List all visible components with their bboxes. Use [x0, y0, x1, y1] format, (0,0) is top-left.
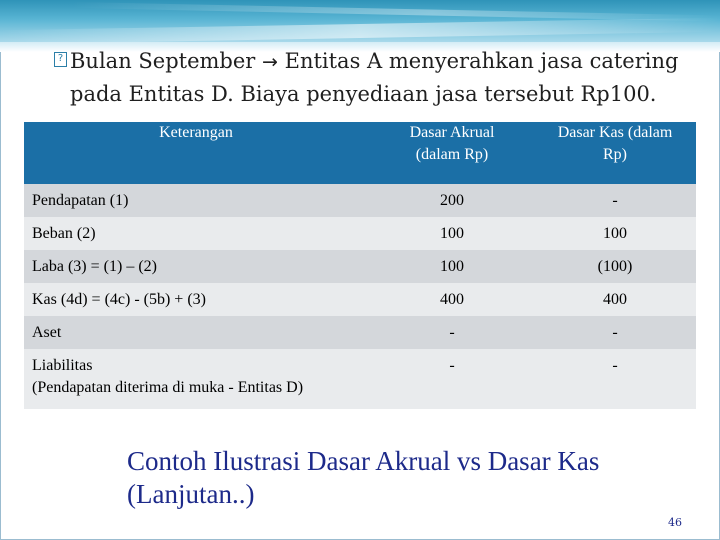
header-kas-line2: Rp)	[603, 146, 627, 163]
table-row	[24, 316, 696, 349]
row-label: Beban (2)	[24, 217, 370, 250]
bullet-text	[70, 45, 700, 110]
akrual-value: 400	[370, 283, 534, 316]
table-row	[24, 283, 696, 316]
table-row	[24, 250, 696, 283]
akrual-value: -	[370, 316, 534, 349]
row-label: Aset	[24, 316, 370, 349]
akrual-value: 100	[370, 217, 534, 250]
header-akrual	[370, 122, 534, 184]
header-kas-line1: Dasar Kas (dalam	[557, 124, 673, 141]
row-label: Pendapatan (1)	[24, 184, 370, 217]
arrow-right-icon: →	[262, 51, 278, 73]
kas-value: -	[534, 349, 696, 409]
bullet-icon: ?	[54, 52, 67, 67]
slide-caption: Contoh Ilustrasi Dasar Akrual vs Dasar Kas (Lanjutan..)	[127, 446, 600, 509]
akrual-value: 200	[370, 184, 534, 217]
decorative-top-band	[0, 0, 720, 42]
header-akrual-line2: (dalam Rp)	[415, 146, 489, 163]
decorative-wave	[0, 0, 720, 21]
header-kas	[534, 122, 696, 184]
bullet-text-part: Bulan September	[70, 49, 263, 73]
comparison-table	[24, 122, 696, 409]
row-label-line2: (Pendapatan diterima di muka - Entitas D)	[32, 379, 304, 396]
row-label: Laba (3) = (1) – (2)	[24, 250, 370, 283]
akrual-value: -	[370, 349, 534, 409]
table-header-row	[24, 122, 696, 184]
kas-value: 400	[534, 283, 696, 316]
decorative-wave	[0, 18, 720, 45]
bullet-text-line2: pada Entitas D. Biaya penyediaan jasa tersebut Rp100.	[70, 82, 657, 106]
row-label	[24, 349, 370, 409]
akrual-value: 100	[370, 250, 534, 283]
table-row	[24, 184, 696, 217]
header-keterangan	[24, 122, 370, 184]
kas-value: -	[534, 316, 696, 349]
row-label: Kas (4d) = (4c) - (5b) + (3)	[24, 283, 370, 316]
header-keterangan-label: Keterangan	[159, 124, 233, 141]
kas-value: 100	[534, 217, 696, 250]
kas-value: (100)	[534, 250, 696, 283]
row-label-line1: Liabilitas	[32, 357, 93, 374]
kas-value: -	[534, 184, 696, 217]
bullet-text-part: Entitas A menyerahkan jasa catering	[277, 49, 679, 73]
header-akrual-line1: Dasar Akrual	[409, 124, 495, 141]
page-number: 46	[668, 516, 682, 529]
table-row	[24, 217, 696, 250]
table-row	[24, 349, 696, 409]
